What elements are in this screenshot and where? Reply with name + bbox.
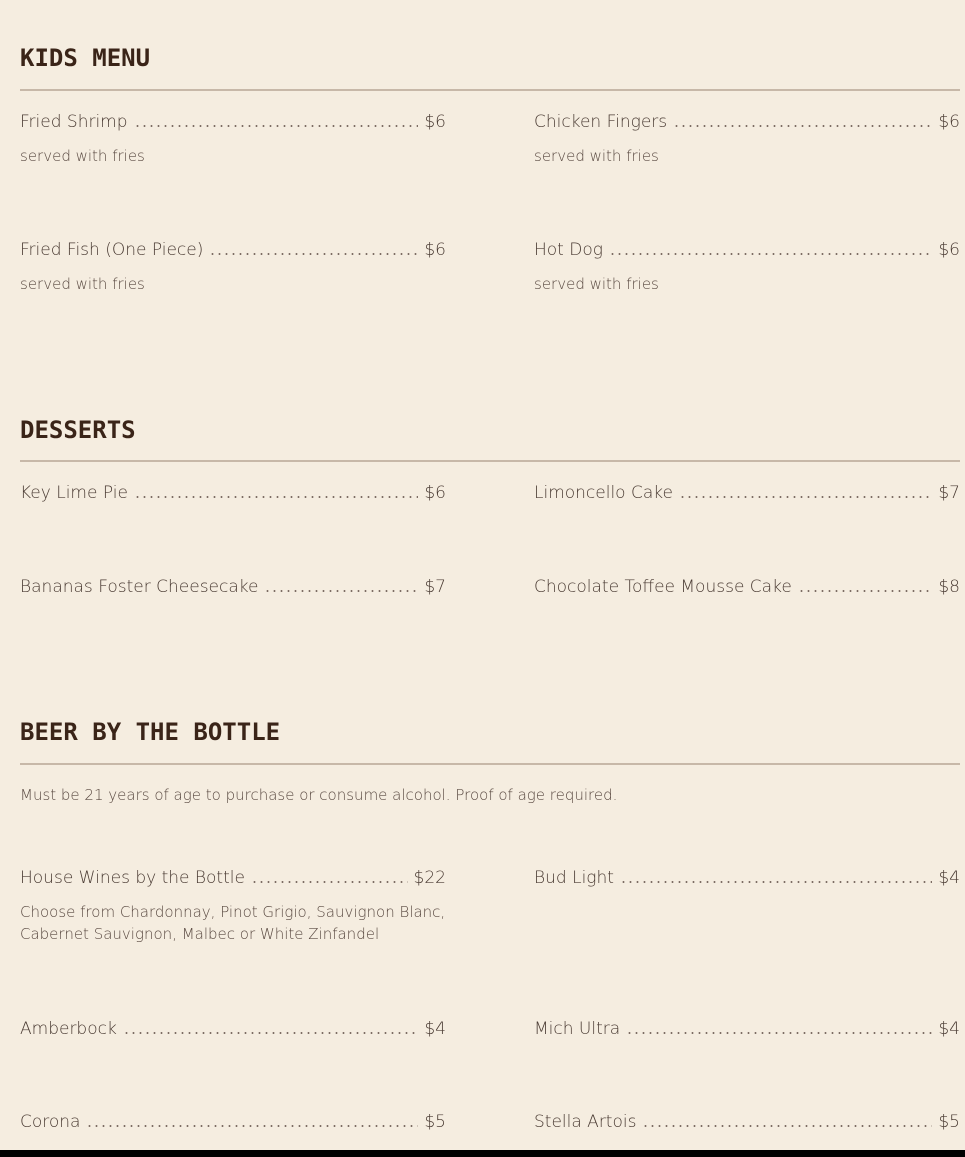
section-divider <box>20 89 960 91</box>
dot-leader <box>620 881 932 883</box>
dot-leader <box>642 1125 932 1127</box>
menu-item <box>534 483 960 503</box>
item-price: $6 <box>424 240 446 260</box>
menu-item <box>20 240 446 295</box>
item-price: $6 <box>424 112 446 132</box>
item-name: Corona <box>20 1112 81 1132</box>
bottom-edge-bar <box>0 1150 965 1157</box>
item-name: Bud Light <box>534 868 614 888</box>
menu-item <box>20 112 446 167</box>
section-divider <box>20 763 960 765</box>
menu-item <box>534 1019 960 1039</box>
dot-leader <box>123 1032 419 1034</box>
section-divider <box>20 460 960 462</box>
dot-leader <box>673 125 932 127</box>
item-price: $7 <box>938 483 960 503</box>
item-description: served with fries <box>534 275 659 293</box>
dot-leader <box>626 1032 932 1034</box>
dot-leader <box>679 496 932 498</box>
age-notice: Must be 21 years of age to purchase or consume alcohol. Proof of age required. <box>20 786 618 804</box>
item-price: $5 <box>938 1112 960 1132</box>
item-name: Mich Ultra <box>534 1019 621 1039</box>
item-price: $8 <box>938 577 960 597</box>
item-name: Amberbock <box>20 1019 117 1039</box>
item-description: served with fries <box>20 147 145 165</box>
menu-item <box>534 868 960 888</box>
dot-leader <box>134 496 418 498</box>
item-price: $6 <box>938 240 960 260</box>
item-name: Hot Dog <box>534 240 603 260</box>
dot-leader <box>264 590 418 592</box>
menu-item <box>534 1112 960 1132</box>
menu-item <box>20 1112 446 1132</box>
section-title-desserts: DESSERTS <box>20 416 136 444</box>
item-name: Stella Artois <box>534 1112 637 1132</box>
dot-leader <box>798 590 933 592</box>
item-price: $6 <box>938 112 960 132</box>
menu-item <box>20 577 446 597</box>
item-name: Chicken Fingers <box>534 112 668 132</box>
menu-item <box>534 577 960 597</box>
item-price: $6 <box>424 483 446 503</box>
menu-item <box>20 1019 446 1039</box>
menu-item <box>20 868 446 945</box>
menu-item <box>534 240 960 295</box>
item-name: Fried Fish (One Piece) <box>20 240 204 260</box>
item-price: $4 <box>938 868 960 888</box>
item-name: Limoncello Cake <box>534 483 673 503</box>
item-description: served with fries <box>534 147 659 165</box>
item-price: $7 <box>424 577 446 597</box>
item-name: Fried Shrimp <box>20 112 128 132</box>
item-name: Key Lime Pie <box>20 483 128 503</box>
dot-leader <box>609 253 932 255</box>
item-name: Bananas Foster Cheesecake <box>20 577 259 597</box>
item-name: House Wines by the Bottle <box>20 868 245 888</box>
dot-leader <box>251 881 408 883</box>
item-description: Choose from Chardonnay, Pinot Grigio, Sauvignon Blanc, Cabernet Sauvignon, Malbec or White Zinfandel <box>20 903 446 943</box>
dot-leader <box>134 125 419 127</box>
menu-item <box>20 483 446 503</box>
section-title-kids-menu: KIDS MENU <box>20 44 151 72</box>
item-name: Chocolate Toffee Mousse Cake <box>534 577 792 597</box>
item-price: $4 <box>424 1019 446 1039</box>
item-price: $5 <box>424 1112 446 1132</box>
menu-item <box>534 112 960 167</box>
dot-leader <box>86 1125 418 1127</box>
section-title-beer: BEER BY THE BOTTLE <box>20 718 281 746</box>
item-description: served with fries <box>20 275 145 293</box>
item-price: $22 <box>413 868 446 888</box>
dot-leader <box>209 253 418 255</box>
item-price: $4 <box>938 1019 960 1039</box>
